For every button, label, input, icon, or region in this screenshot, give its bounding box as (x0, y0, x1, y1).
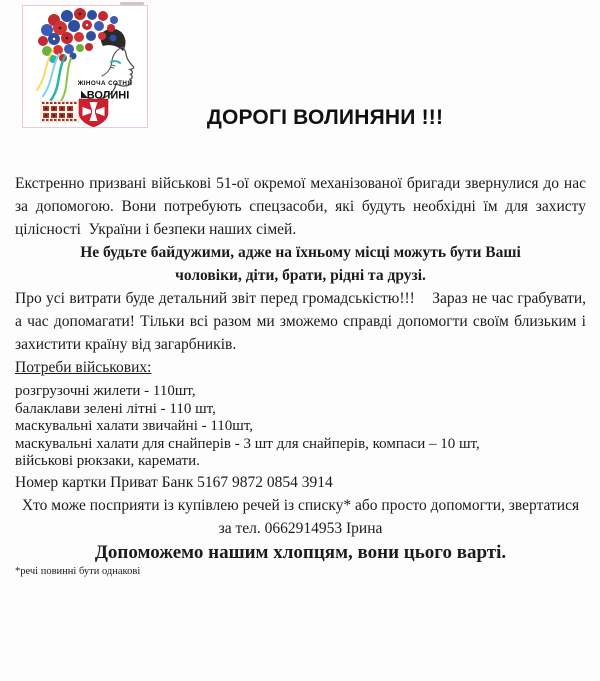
paragraph-report: Про усі витрати буде детальний звіт перед громадськістю!!! Зараз не час грабувати, а час допомагати! Тільки всі разом ми зможемо справді допомогти своїм близьким і захистити країну від загарбників. (15, 290, 590, 353)
needs-item: маскувальні халати звичайні - 110шт, (15, 418, 254, 434)
needs-item: маскувальні халати для снайперів - 3 шт для снайперів, компаси – 10 шт, (15, 435, 480, 452)
org-name-line1: ЖІНОЧА СОТНЯ (77, 80, 133, 87)
document-body (15, 172, 590, 578)
card-number-line: Номер картки Приват Банк 5167 9872 0854 3914 (15, 473, 333, 491)
closing-line: Допоможемо нашим хлопцям, вони цього варті. (94, 541, 507, 563)
paragraph-appeal: Не будьте байдужими, адже на їхньому місці можуть бути Ваші чоловіки, діти, брати, рідні та друзі. (80, 244, 521, 284)
needs-item: розгрузочні жилети - 110шт, (15, 383, 196, 399)
contact-line: Хто може посприяти із купівлею речей із списку* або просто допомогти, звертатися за тел. 0662914953 Ірина (21, 496, 580, 537)
needs-item: балаклави зелені літні - 110 шт, (15, 400, 216, 417)
needs-list (15, 383, 586, 471)
org-name-line2: ВОЛИНІ (86, 89, 130, 102)
needs-heading-text: Потреби військових: (15, 359, 152, 376)
needs-item: військові рюкзаки, каремати. (15, 453, 200, 469)
needs-heading (15, 356, 586, 379)
footnote: *речі повинні бути однакові (15, 565, 141, 577)
page-title: ДОРОГІ ВОЛИНЯНИ !!! (206, 106, 444, 129)
paragraph-intro: Екстренно призвані військові 51-ої окремої механізованої бригади звернулися до нас за допомогою. Вони потребують спецзасоби, які будуть необхідні їм для захисту цілісності України і безпеки наших сімей. (15, 175, 590, 238)
